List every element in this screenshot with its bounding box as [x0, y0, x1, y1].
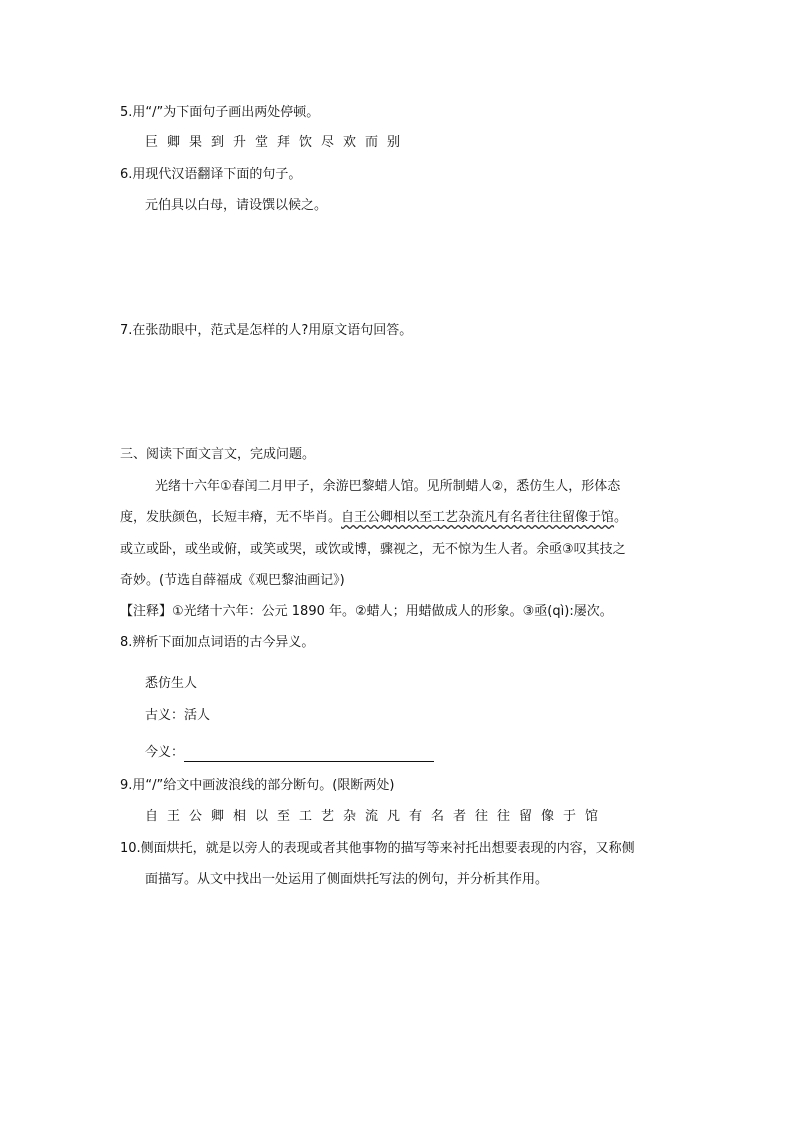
annotation-note: 【注释】①光绪十六年：公元 1890 年。②蜡人；用蜡做成人的形象。③亟(qì):屡次。 [120, 604, 613, 619]
modern-meaning-answer-blank[interactable] [184, 747, 434, 762]
wavy-underlined-sentence: 自王公卿相以至工艺杂流凡有名者往往留像于馆 [341, 510, 615, 525]
passage-line-2-end: 。 [614, 510, 628, 525]
question-5-title: 5.用“/”为下面句子画出两处停顿。 [120, 105, 320, 120]
question-8-phrase: 悉仿生人 [145, 676, 198, 691]
question-8-modern-meaning [145, 744, 434, 762]
passage-line-4: 奇妙。(节选自薛福成《观巴黎油画记》) [120, 573, 345, 588]
question-8-title: 8.辨析下面加点词语的古今异义。 [120, 635, 315, 650]
question-9-sentence: 自王公卿相以至工艺杂流凡有名者往往留像于馆 [145, 809, 608, 824]
question-6-title: 6.用现代汉语翻译下面的句子。 [120, 167, 302, 182]
passage-line-2 [120, 509, 627, 527]
modern-meaning-label: 今义： [145, 745, 185, 760]
question-10-line-1: 10.侧面烘托，就是以旁人的表现或者其他事物的描写等来衬托出想要表现的内容，又称侧 [120, 841, 635, 856]
section-3-heading: 三、阅读下面文言文，完成问题。 [120, 447, 316, 462]
passage-line-1: 光绪十六年①春闰二月甲子，余游巴黎蜡人馆。见所制蜡人②，悉仿生人，形体态 [155, 479, 621, 494]
question-10-line-2: 面描写。从文中找出一处运用了侧面烘托写法的例句，并分析其作用。 [145, 872, 549, 887]
question-5-sentence: 巨卿果到升堂拜饮尽欢而别 [145, 135, 410, 150]
question-9-title: 9.用“/”给文中画波浪线的部分断句。(限断两处) [120, 778, 395, 793]
passage-line-3: 或立或卧，或坐或俯，或笑或哭，或饮或博，骤视之，无不惊为生人者。余亟③叹其技之 [120, 542, 626, 557]
question-7-title: 7.在张劭眼中，范式是怎样的人?用原文语句回答。 [120, 323, 413, 338]
question-8-ancient-meaning: 古义：活人 [145, 708, 211, 723]
question-6-sentence: 元伯具以白母，请设馔以候之。 [145, 198, 328, 213]
passage-line-2-start: 度，发肤颜色，长短丰瘠，无不毕肖。 [120, 510, 342, 525]
